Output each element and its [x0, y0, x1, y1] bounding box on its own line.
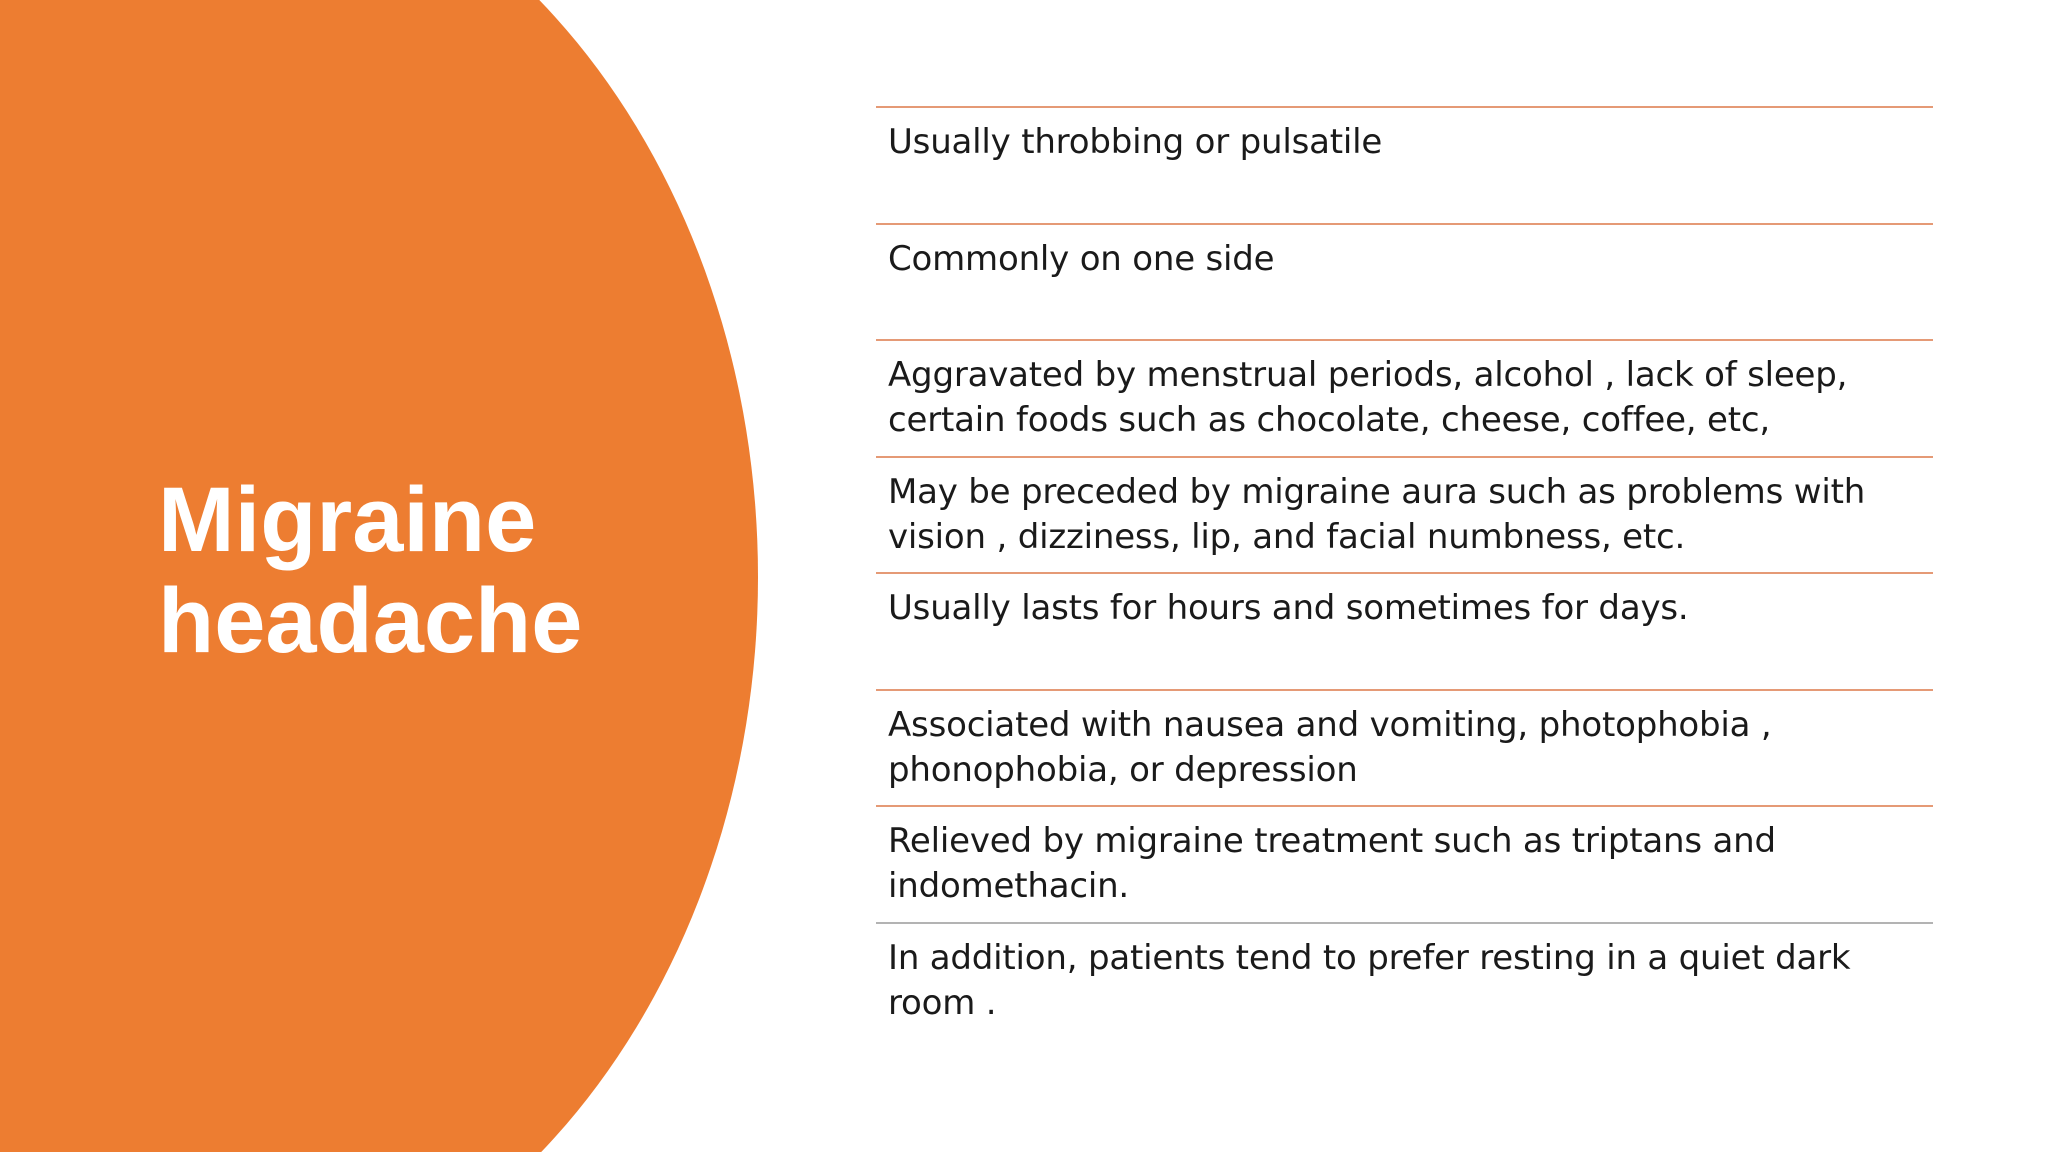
list-item: [876, 805, 1933, 922]
slide-title: [158, 470, 718, 672]
list-item-text: In addition, patients tend to prefer resting in a quiet dark room .: [888, 937, 1851, 1023]
list-item-text: Aggravated by menstrual periods, alcohol , lack of sleep, certain foods such as chocolate, cheese, coffee, etc,: [888, 355, 1848, 440]
list-item-text: Commonly on one side: [888, 238, 1275, 279]
list-item-text: Relieved by migraine treatment such as triptans and indomethacin.: [888, 821, 1776, 906]
slide-title-line-2: headache: [158, 570, 583, 672]
slide-title-line-1: Migraine: [158, 469, 537, 571]
list-item-text: Usually lasts for hours and sometimes for days.: [888, 588, 1689, 628]
list-item: [876, 922, 1933, 1039]
list-item: [876, 223, 1933, 340]
list-item: [876, 456, 1933, 573]
list-item-text: Usually throbbing or pulsatile: [888, 122, 1383, 162]
list-item: [876, 106, 1933, 223]
list-item-text: Associated with nausea and vomiting, photophobia , phonophobia, or depression: [888, 704, 1772, 790]
symptom-list: [876, 106, 1933, 1038]
list-item: [876, 689, 1933, 806]
list-item: [876, 339, 1933, 456]
list-item-text: May be preceded by migraine aura such as problems with vision , dizziness, lip, and facial numbness, etc.: [888, 471, 1866, 557]
list-item: [876, 572, 1933, 689]
